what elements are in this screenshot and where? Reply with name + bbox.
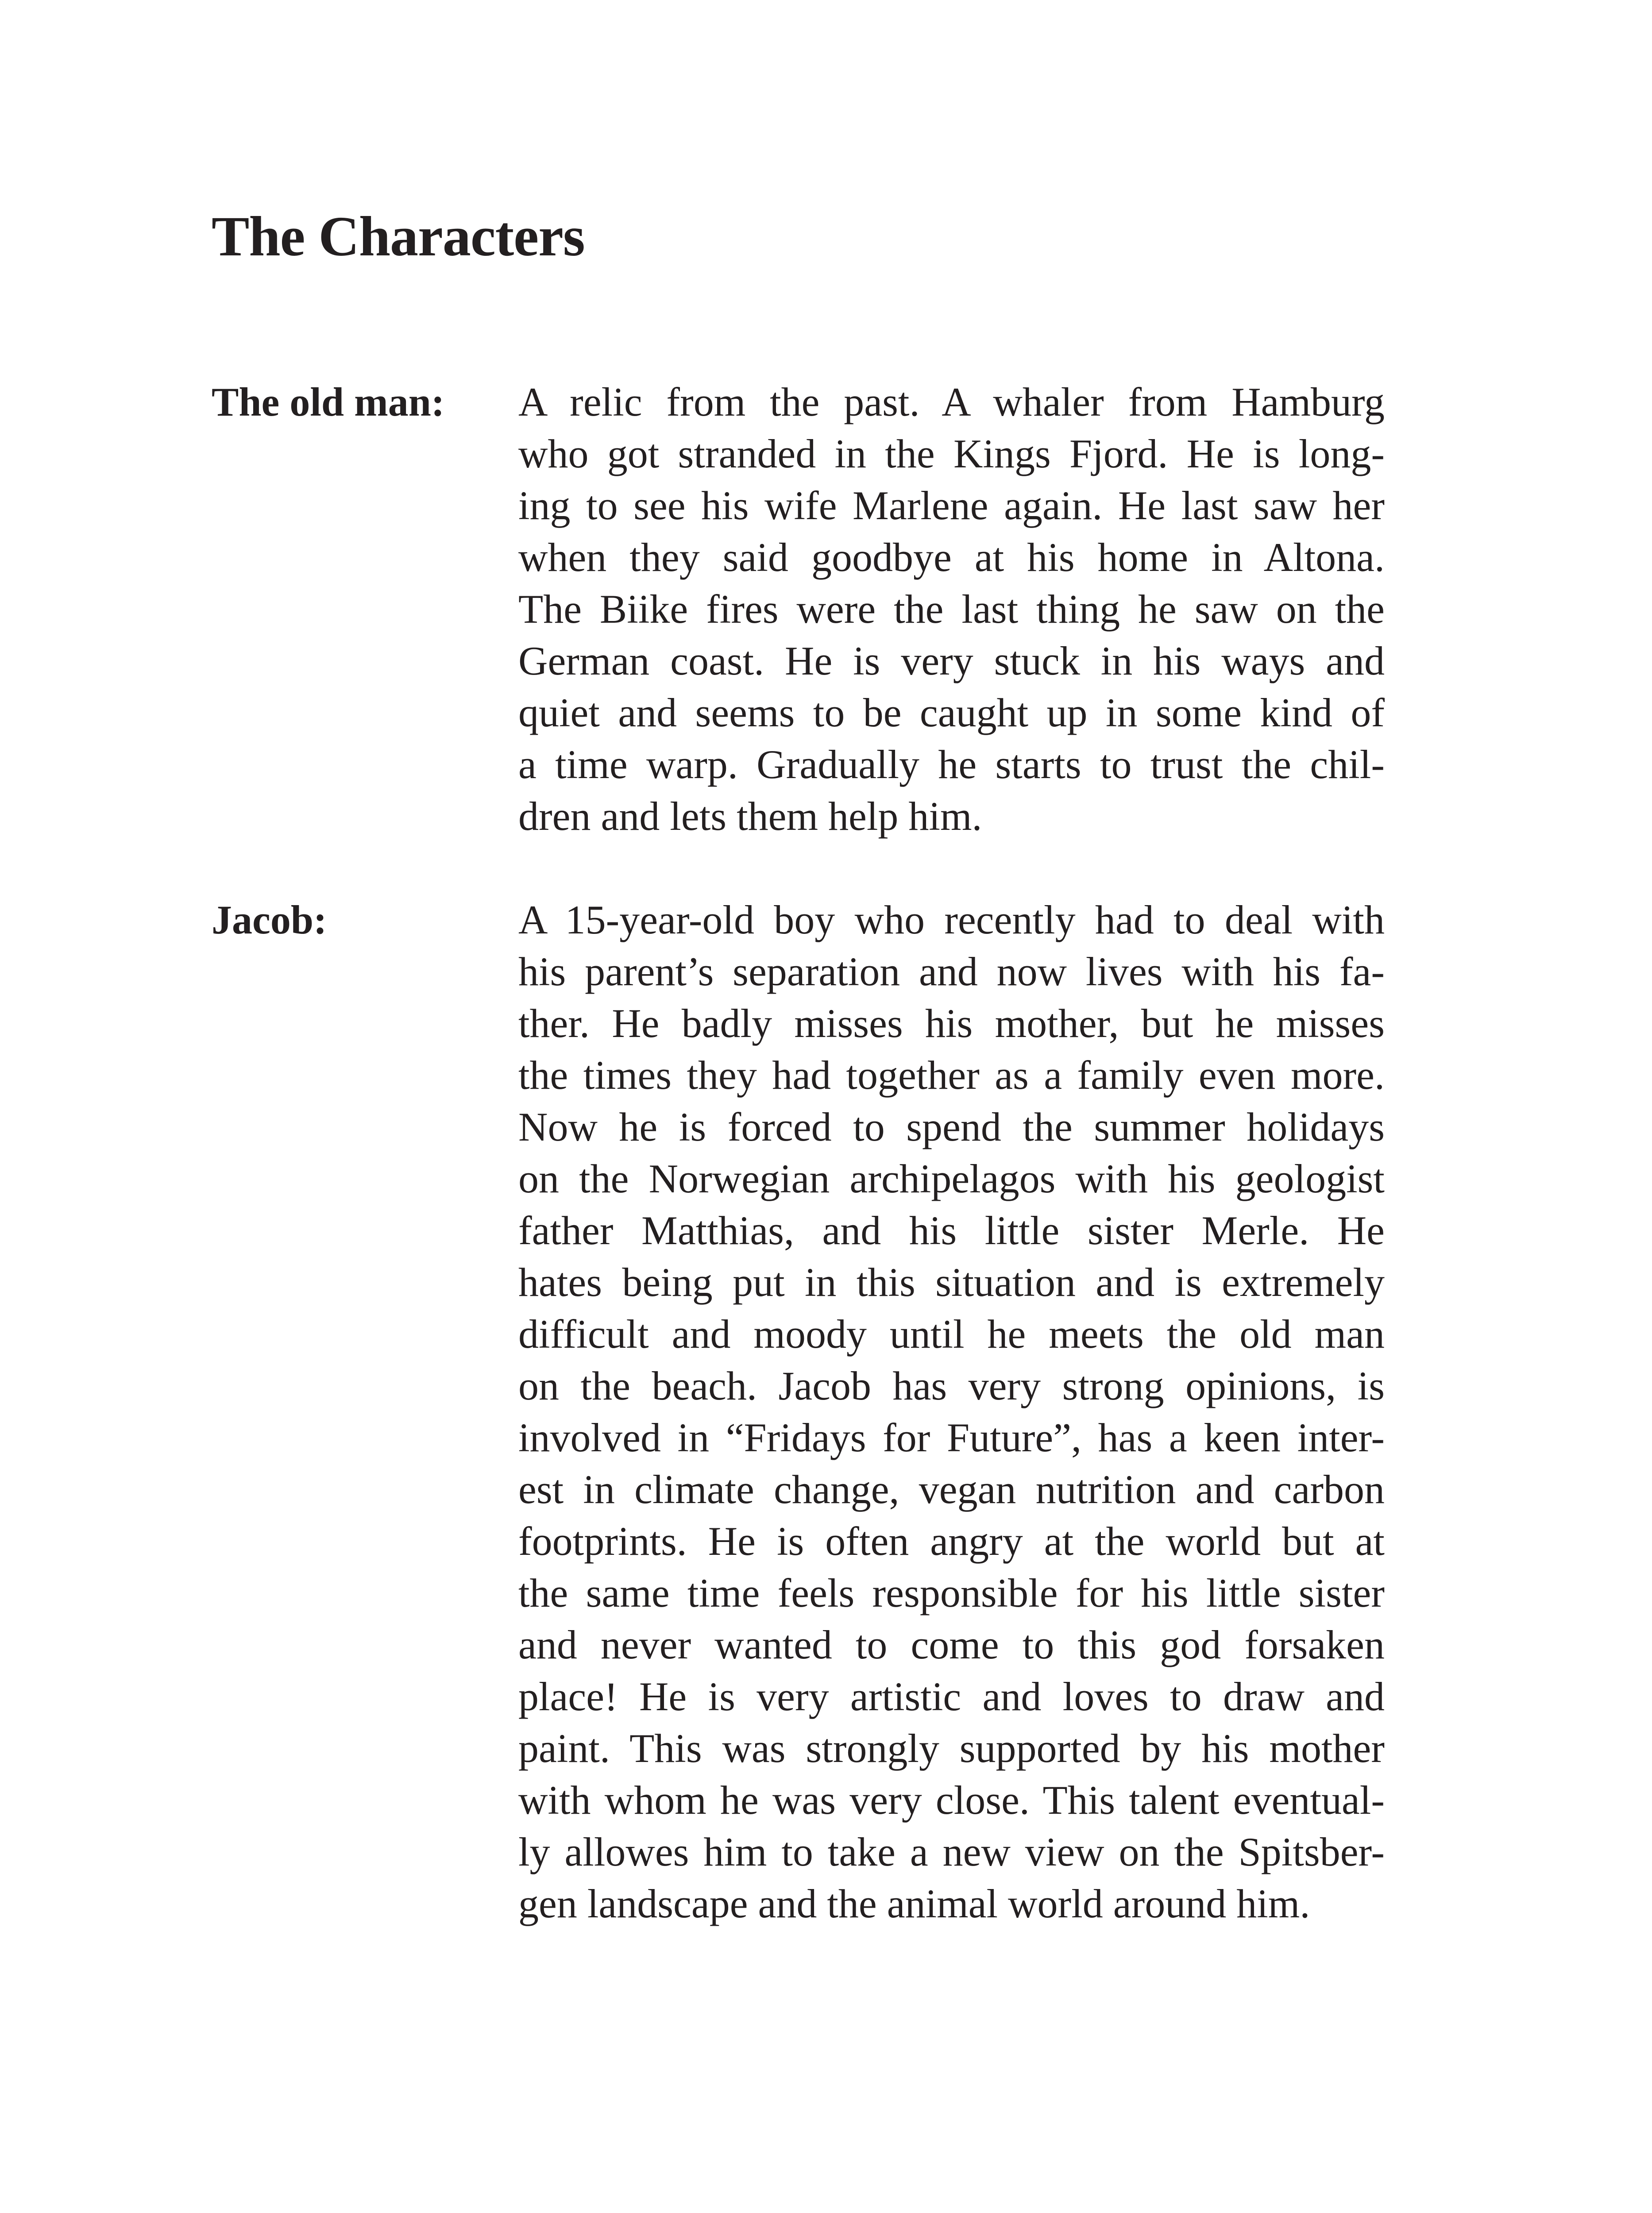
description-line: when they said goodbye at his home in Altona.: [518, 535, 1385, 580]
description-line: difficult and moody until he meets the old man: [518, 1311, 1385, 1357]
description-line: ing to see his wife Marlene again. He last saw her: [518, 483, 1385, 528]
description-line: The Biike fires were the last thing he saw on the: [518, 586, 1385, 632]
description-line: the same time feels responsible for his little sister: [518, 1570, 1385, 1615]
description-line: and never wanted to come to this god forsaken: [518, 1622, 1385, 1667]
description-line: father Matthias, and his little sister Merle. He: [518, 1208, 1385, 1253]
description-line: involved in “Fridays for Future”, has a keen inter-: [518, 1415, 1385, 1460]
description-line: hates being put in this situation and is extremely: [518, 1260, 1385, 1305]
description-line: Now he is forced to spend the summer holidays: [518, 1104, 1385, 1149]
description-line: a time warp. Gradually he starts to trust the chil-: [518, 742, 1385, 787]
description-line: gen landscape and the animal world around him.: [518, 1881, 1310, 1926]
description-line: footprints. He is often angry at the world but at: [518, 1519, 1385, 1564]
description-line: the times they had together as a family even more.: [518, 1053, 1385, 1098]
description-line: German coast. He is very stuck in his ways and: [518, 638, 1385, 683]
page-title: The Characters: [212, 205, 585, 268]
description-line: who got stranded in the Kings Fjord. He is long-: [518, 431, 1385, 476]
description-line: quiet and seems to be caught up in some kind of: [518, 690, 1385, 735]
character-name: The old man:: [212, 379, 445, 424]
description-line: with whom he was very close. This talent eventual-: [518, 1777, 1385, 1823]
description-line: est in climate change, vegan nutrition and carbon: [518, 1467, 1385, 1512]
description-line: A relic from the past. A whaler from Hamburg: [518, 379, 1385, 424]
description-line: A 15-year-old boy who recently had to deal with: [518, 897, 1385, 942]
character-description: [518, 376, 1385, 842]
description-line: ly allowes him to take a new view on the Spitsber-: [518, 1829, 1385, 1874]
description-line: on the Norwegian archipelagos with his geologist: [518, 1156, 1385, 1201]
description-line: dren and lets them help him.: [518, 794, 982, 839]
description-line: place! He is very artistic and loves to draw and: [518, 1674, 1385, 1719]
description-line: on the beach. Jacob has very strong opinions, is: [518, 1363, 1385, 1408]
character-description: [518, 894, 1385, 1930]
character-name: Jacob:: [212, 897, 327, 942]
description-line: ther. He badly misses his mother, but he misses: [518, 1001, 1385, 1046]
description-line: his parent’s separation and now lives with his fa-: [518, 949, 1385, 994]
description-line: paint. This was strongly supported by his mother: [518, 1726, 1385, 1771]
